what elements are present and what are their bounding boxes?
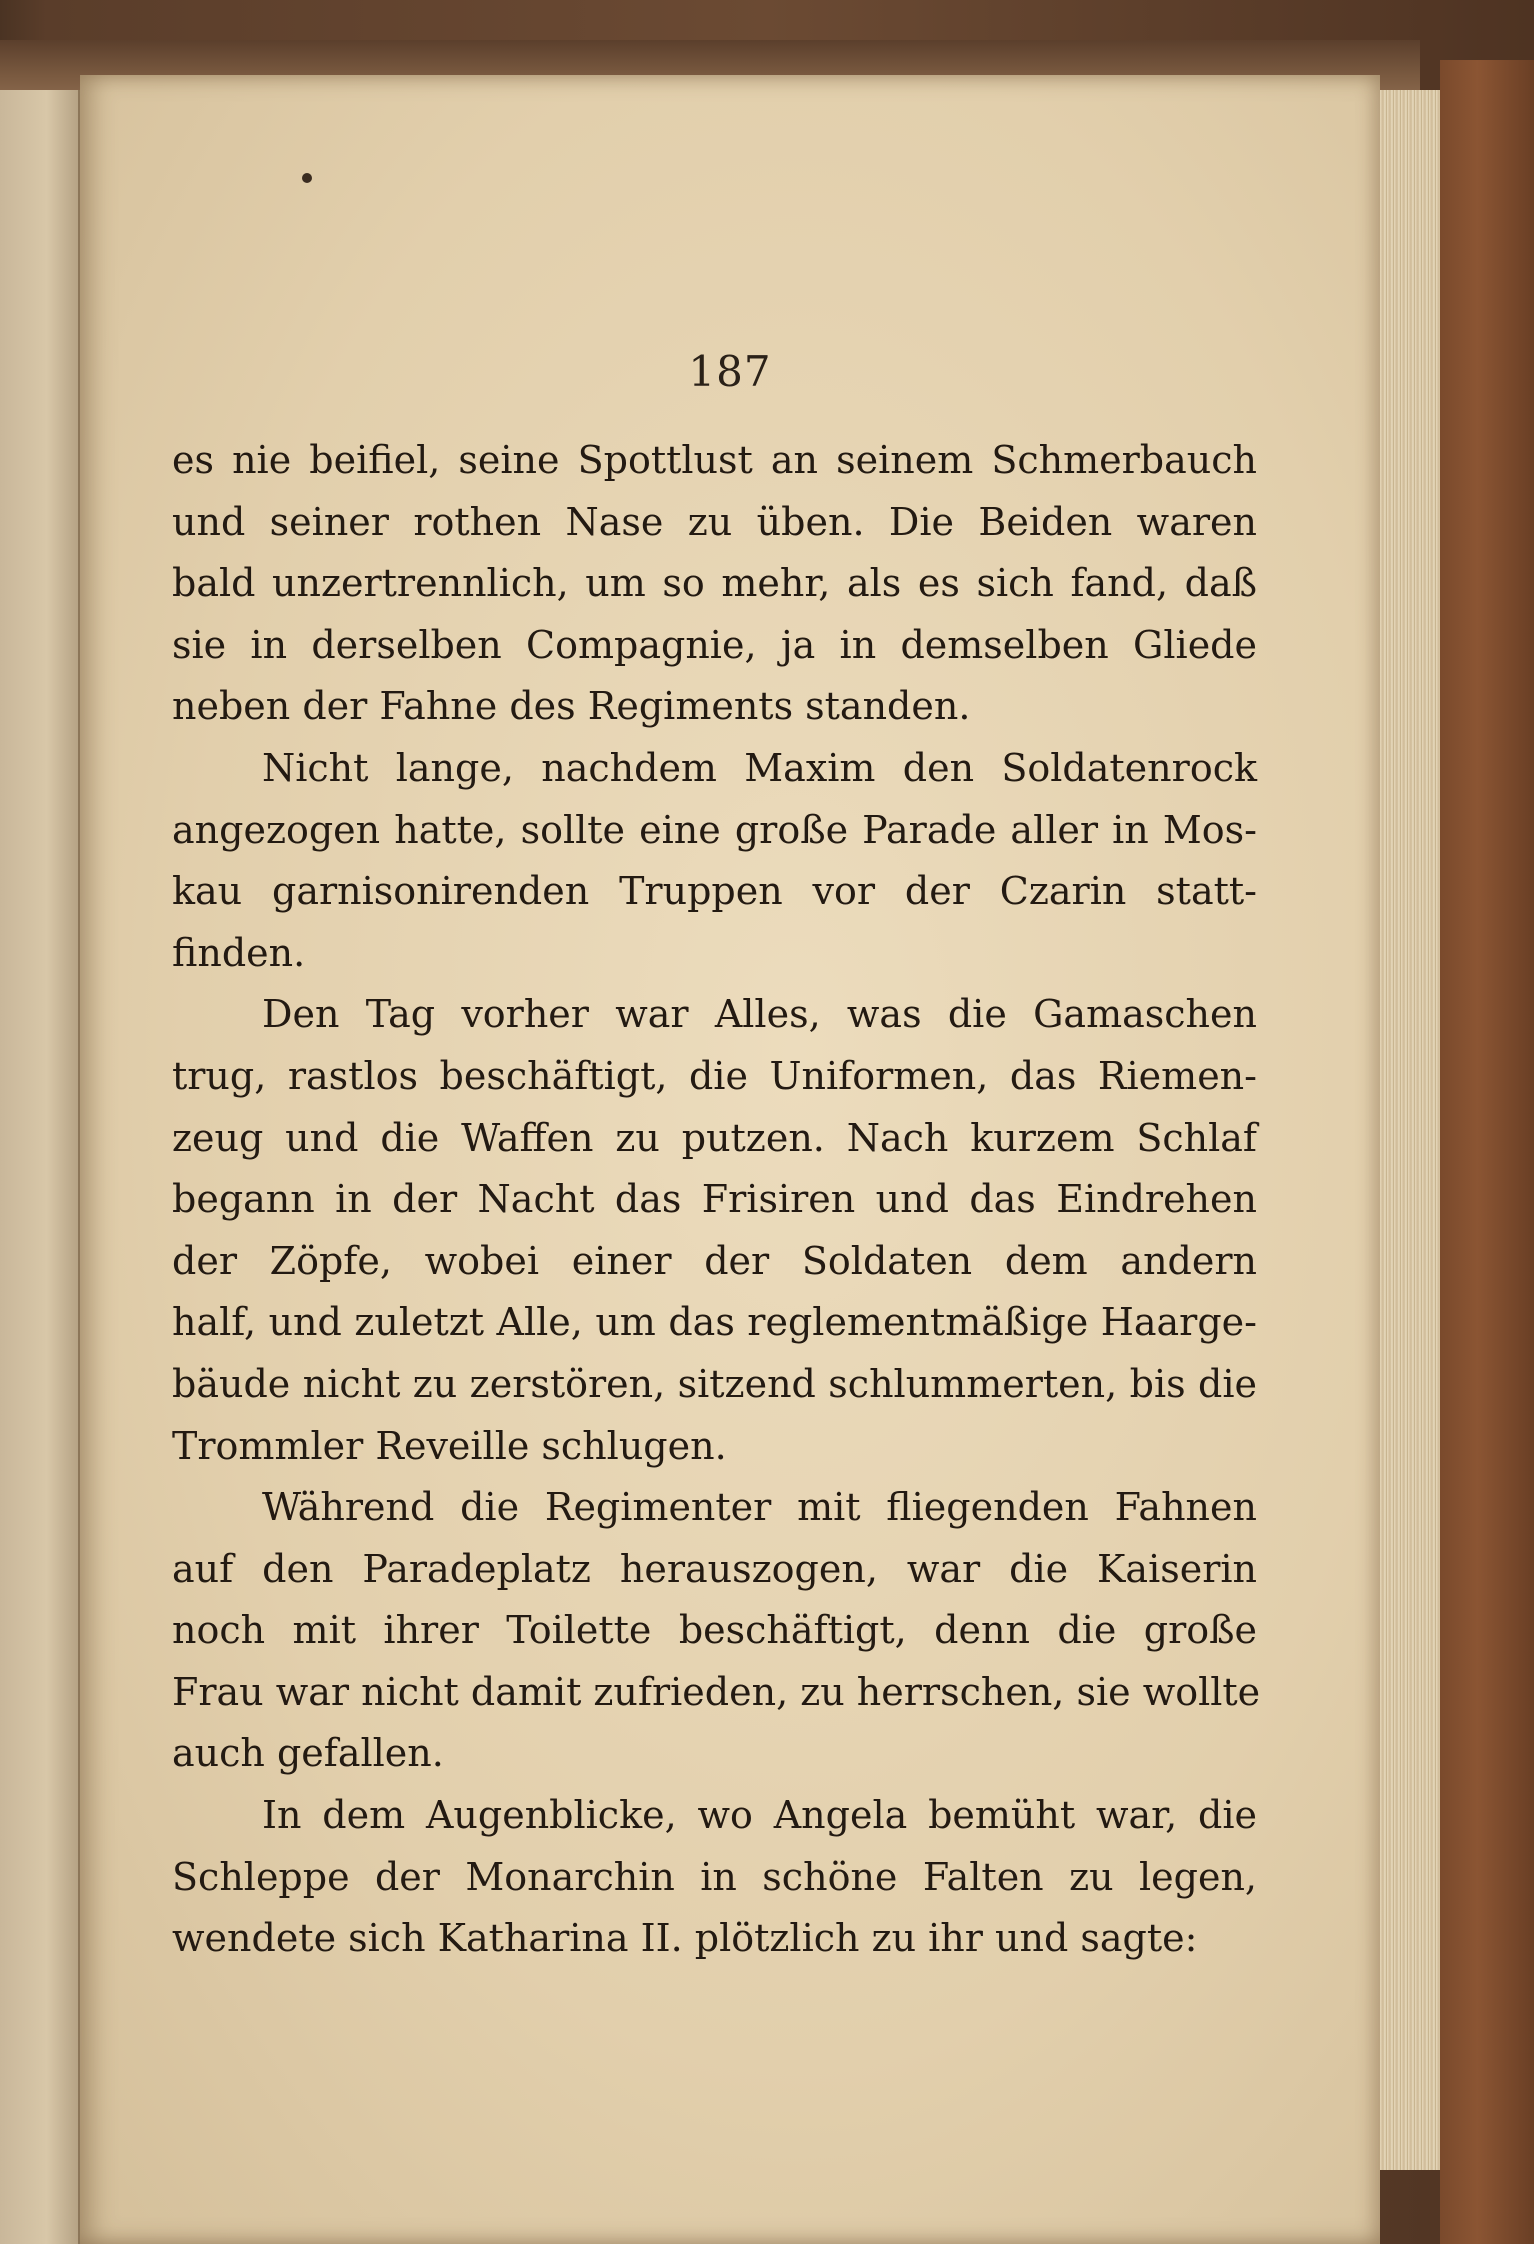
- text-line: Trommler Reveille schlugen.: [172, 1423, 727, 1468]
- text-line: und seiner rothen Nase zu üben. Die Beiden waren: [172, 499, 1257, 544]
- text-line: auf den Paradeplatz herauszogen, war die Kaiserin: [172, 1546, 1257, 1591]
- text-line: wendete sich Katharina II. plötzlich zu ihr und sagte:: [172, 1916, 1198, 1961]
- text-line: half, und zuletzt Alle, um das reglementmäßige Haarge-: [172, 1300, 1257, 1345]
- text-line: trug, rastlos beschäftigt, die Uniformen, das Riemen-: [172, 1053, 1257, 1098]
- text-line: der Zöpfe, wobei einer der Soldaten dem andern: [172, 1238, 1257, 1283]
- page-text: [172, 430, 1261, 1970]
- text-line: kau garnisonirenden Truppen vor der Czarin statt-: [172, 869, 1257, 914]
- text-line: bald unzertrennlich, um so mehr, als es sich fand, daß: [172, 561, 1257, 606]
- text-line: Den Tag vorher war Alles, was die Gamaschen: [262, 992, 1257, 1037]
- text-line: sie in derselben Compagnie, ja in demselben Gliede: [172, 622, 1257, 667]
- text-line: finden.: [172, 930, 306, 975]
- page-stack-edges: [1380, 90, 1444, 2170]
- text-line: es nie beifiel, seine Spottlust an seinem Schmerbauch: [172, 438, 1257, 482]
- text-line: noch mit ihrer Toilette beschäftigt, denn die große: [172, 1608, 1257, 1653]
- text-line: Schleppe der Monarchin in schöne Falten zu legen,: [172, 1854, 1257, 1899]
- book-page: [80, 75, 1380, 2244]
- text-line: Nicht lange, nachdem Maxim den Soldatenrock: [262, 745, 1257, 790]
- page-number: 187: [688, 347, 772, 396]
- text-line: bäude nicht zu zerstören, sitzend schlummerten, bis die: [172, 1361, 1257, 1406]
- text-line: In dem Augenblicke, wo Angela bemüht war, die: [262, 1793, 1257, 1838]
- previous-page-edge: [0, 90, 81, 2244]
- text-line: Während die Regimenter mit fliegenden Fahnen: [262, 1485, 1257, 1530]
- book-cover-edge: [1440, 60, 1534, 2244]
- text-line: zeug und die Waffen zu putzen. Nach kurzem Schlaf: [172, 1115, 1257, 1160]
- text-line: angezogen hatte, sollte eine große Parade aller in Mos-: [172, 807, 1257, 852]
- text-line: begann in der Nacht das Frisiren und das Eindrehen: [172, 1177, 1257, 1222]
- text-line: Frau war nicht damit zufrieden, zu herrschen, sie wollte: [172, 1669, 1261, 1714]
- text-line: neben der Fahne des Regiments standen.: [172, 684, 971, 729]
- ink-spot: [302, 173, 312, 183]
- text-line: auch gefallen.: [172, 1731, 444, 1776]
